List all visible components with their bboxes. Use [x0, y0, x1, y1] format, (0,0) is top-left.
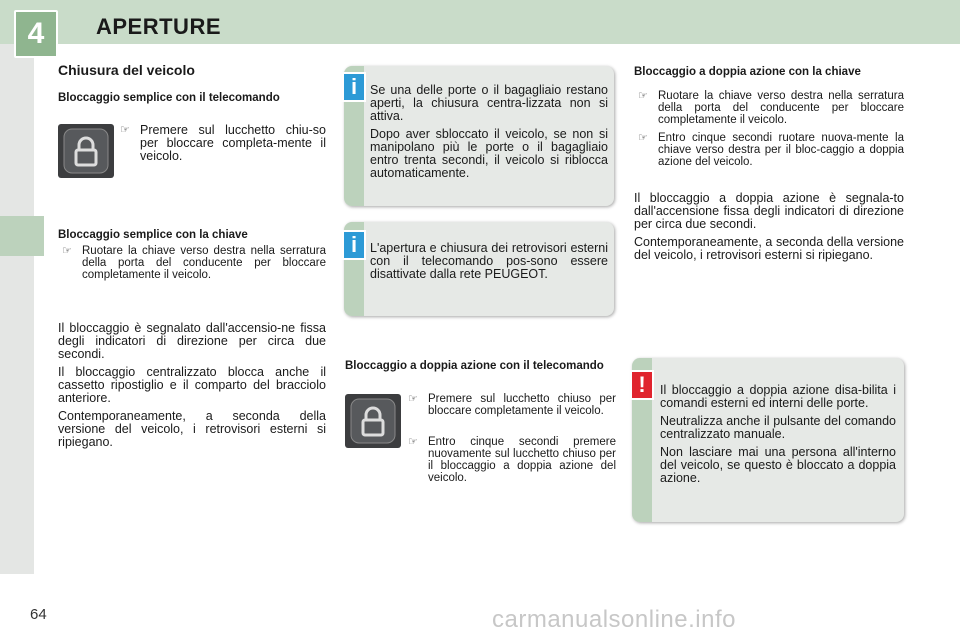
page-number: 64 [30, 606, 47, 623]
paragraph: L'apertura e chiusura dei retrovisori esterni con il telecomando pos-sono essere disattivate dalla rete PEUGEOT. [370, 241, 608, 281]
info-note [344, 222, 614, 316]
paragraph: Neutralizza anche il pulsante del comando centralizzato manuale. [660, 414, 896, 441]
lock-button-image [58, 124, 114, 178]
paragraph: Contemporaneamente, a seconda della versione del veicolo, i retrovisori esterni si ripiegano. [634, 235, 904, 262]
lock-icon [58, 124, 114, 178]
bullet-text: Premere sul lucchetto chiuso per bloccare completamente il veicolo. [428, 393, 616, 417]
pointing-hand-icon: ☞ [120, 124, 130, 136]
paragraph: Il bloccaggio centralizzato blocca anche il cassetto ripostiglio e il comparto del bracciolo anteriore. [58, 365, 326, 405]
info-icon: i [342, 230, 366, 260]
bullet-text: Ruotare la chiave verso destra nella serratura della porta del conducente per bloccare completamente il veicolo. [82, 245, 326, 281]
paragraph: Il bloccaggio a doppia azione disa-bilita i comandi esterni ed interni delle porte. [660, 383, 896, 410]
chapter-number: 4 [14, 10, 58, 58]
note-text [370, 84, 608, 180]
pointing-hand-icon: ☞ [408, 436, 418, 448]
info-note [344, 66, 614, 206]
pointing-hand-icon: ☞ [638, 90, 648, 102]
list-item [638, 132, 904, 168]
chapter-tab [0, 216, 44, 256]
list-item [408, 436, 616, 484]
lock-icon [345, 394, 401, 448]
paragraph: Se una delle porte o il bagagliaio restano aperti, la chiusura centra-lizzata non si attiva. [370, 83, 608, 123]
note-text [660, 384, 896, 485]
subheading-remote-simple: Bloccaggio semplice con il telecomando [58, 92, 280, 104]
body-text [58, 322, 326, 449]
list-item [408, 393, 616, 417]
bullet-text: Ruotare la chiave verso destra nella serratura della porta del conducente per bloccare completamente il veicolo. [658, 90, 904, 126]
section-title: Chiusura del veicolo [58, 62, 195, 78]
pointing-hand-icon: ☞ [62, 245, 72, 257]
lock-button-image [345, 394, 401, 448]
paragraph: Il bloccaggio è segnalato dall'accensio-ne fissa degli indicatori di direzione per circa due secondi. [58, 321, 326, 361]
warning-icon: ! [630, 370, 654, 400]
bullet-text: Entro cinque secondi premere nuovamente sul lucchetto chiuso per il bloccaggio a doppia azione del veicolo. [428, 436, 616, 484]
paragraph: Non lasciare mai una persona all'interno del veicolo, se questo è bloccato a doppia azione. [660, 445, 896, 485]
subheading-key-simple: Bloccaggio semplice con la chiave [58, 229, 248, 241]
watermark: carmanualsonline.info [492, 606, 736, 633]
pointing-hand-icon: ☞ [408, 393, 418, 405]
list-item [120, 123, 326, 163]
page-title: APERTURE [96, 14, 222, 39]
note-text [370, 242, 608, 281]
list-item [62, 245, 326, 281]
side-margin [0, 44, 34, 574]
paragraph: Dopo aver sbloccato il veicolo, se non si manipolano più le porte o il bagagliaio entro trenta secondi, il veicolo si riblocca automaticamente. [370, 127, 608, 180]
pointing-hand-icon: ☞ [638, 132, 648, 144]
paragraph: Il bloccaggio a doppia azione è segnala-to dall'accensione fissa degli indicatori di direzione per circa due secondi. [634, 191, 904, 231]
paragraph: Contemporaneamente, a seconda della versione del veicolo, i retrovisori esterni si ripiegano. [58, 409, 326, 449]
warning-note [632, 358, 904, 522]
info-icon: i [342, 72, 366, 102]
bullet-text: Premere sul lucchetto chiu-so per bloccare completa-mente il veicolo. [140, 123, 326, 163]
body-text [634, 192, 904, 262]
subheading-remote-double: Bloccaggio a doppia azione con il telecomando [345, 360, 604, 372]
list-item [638, 90, 904, 126]
bullet-text: Entro cinque secondi ruotare nuova-mente la chiave verso destra per il bloc-caggio a doppia azione del veicolo. [658, 132, 904, 168]
subheading-key-double: Bloccaggio a doppia azione con la chiave [634, 66, 861, 78]
